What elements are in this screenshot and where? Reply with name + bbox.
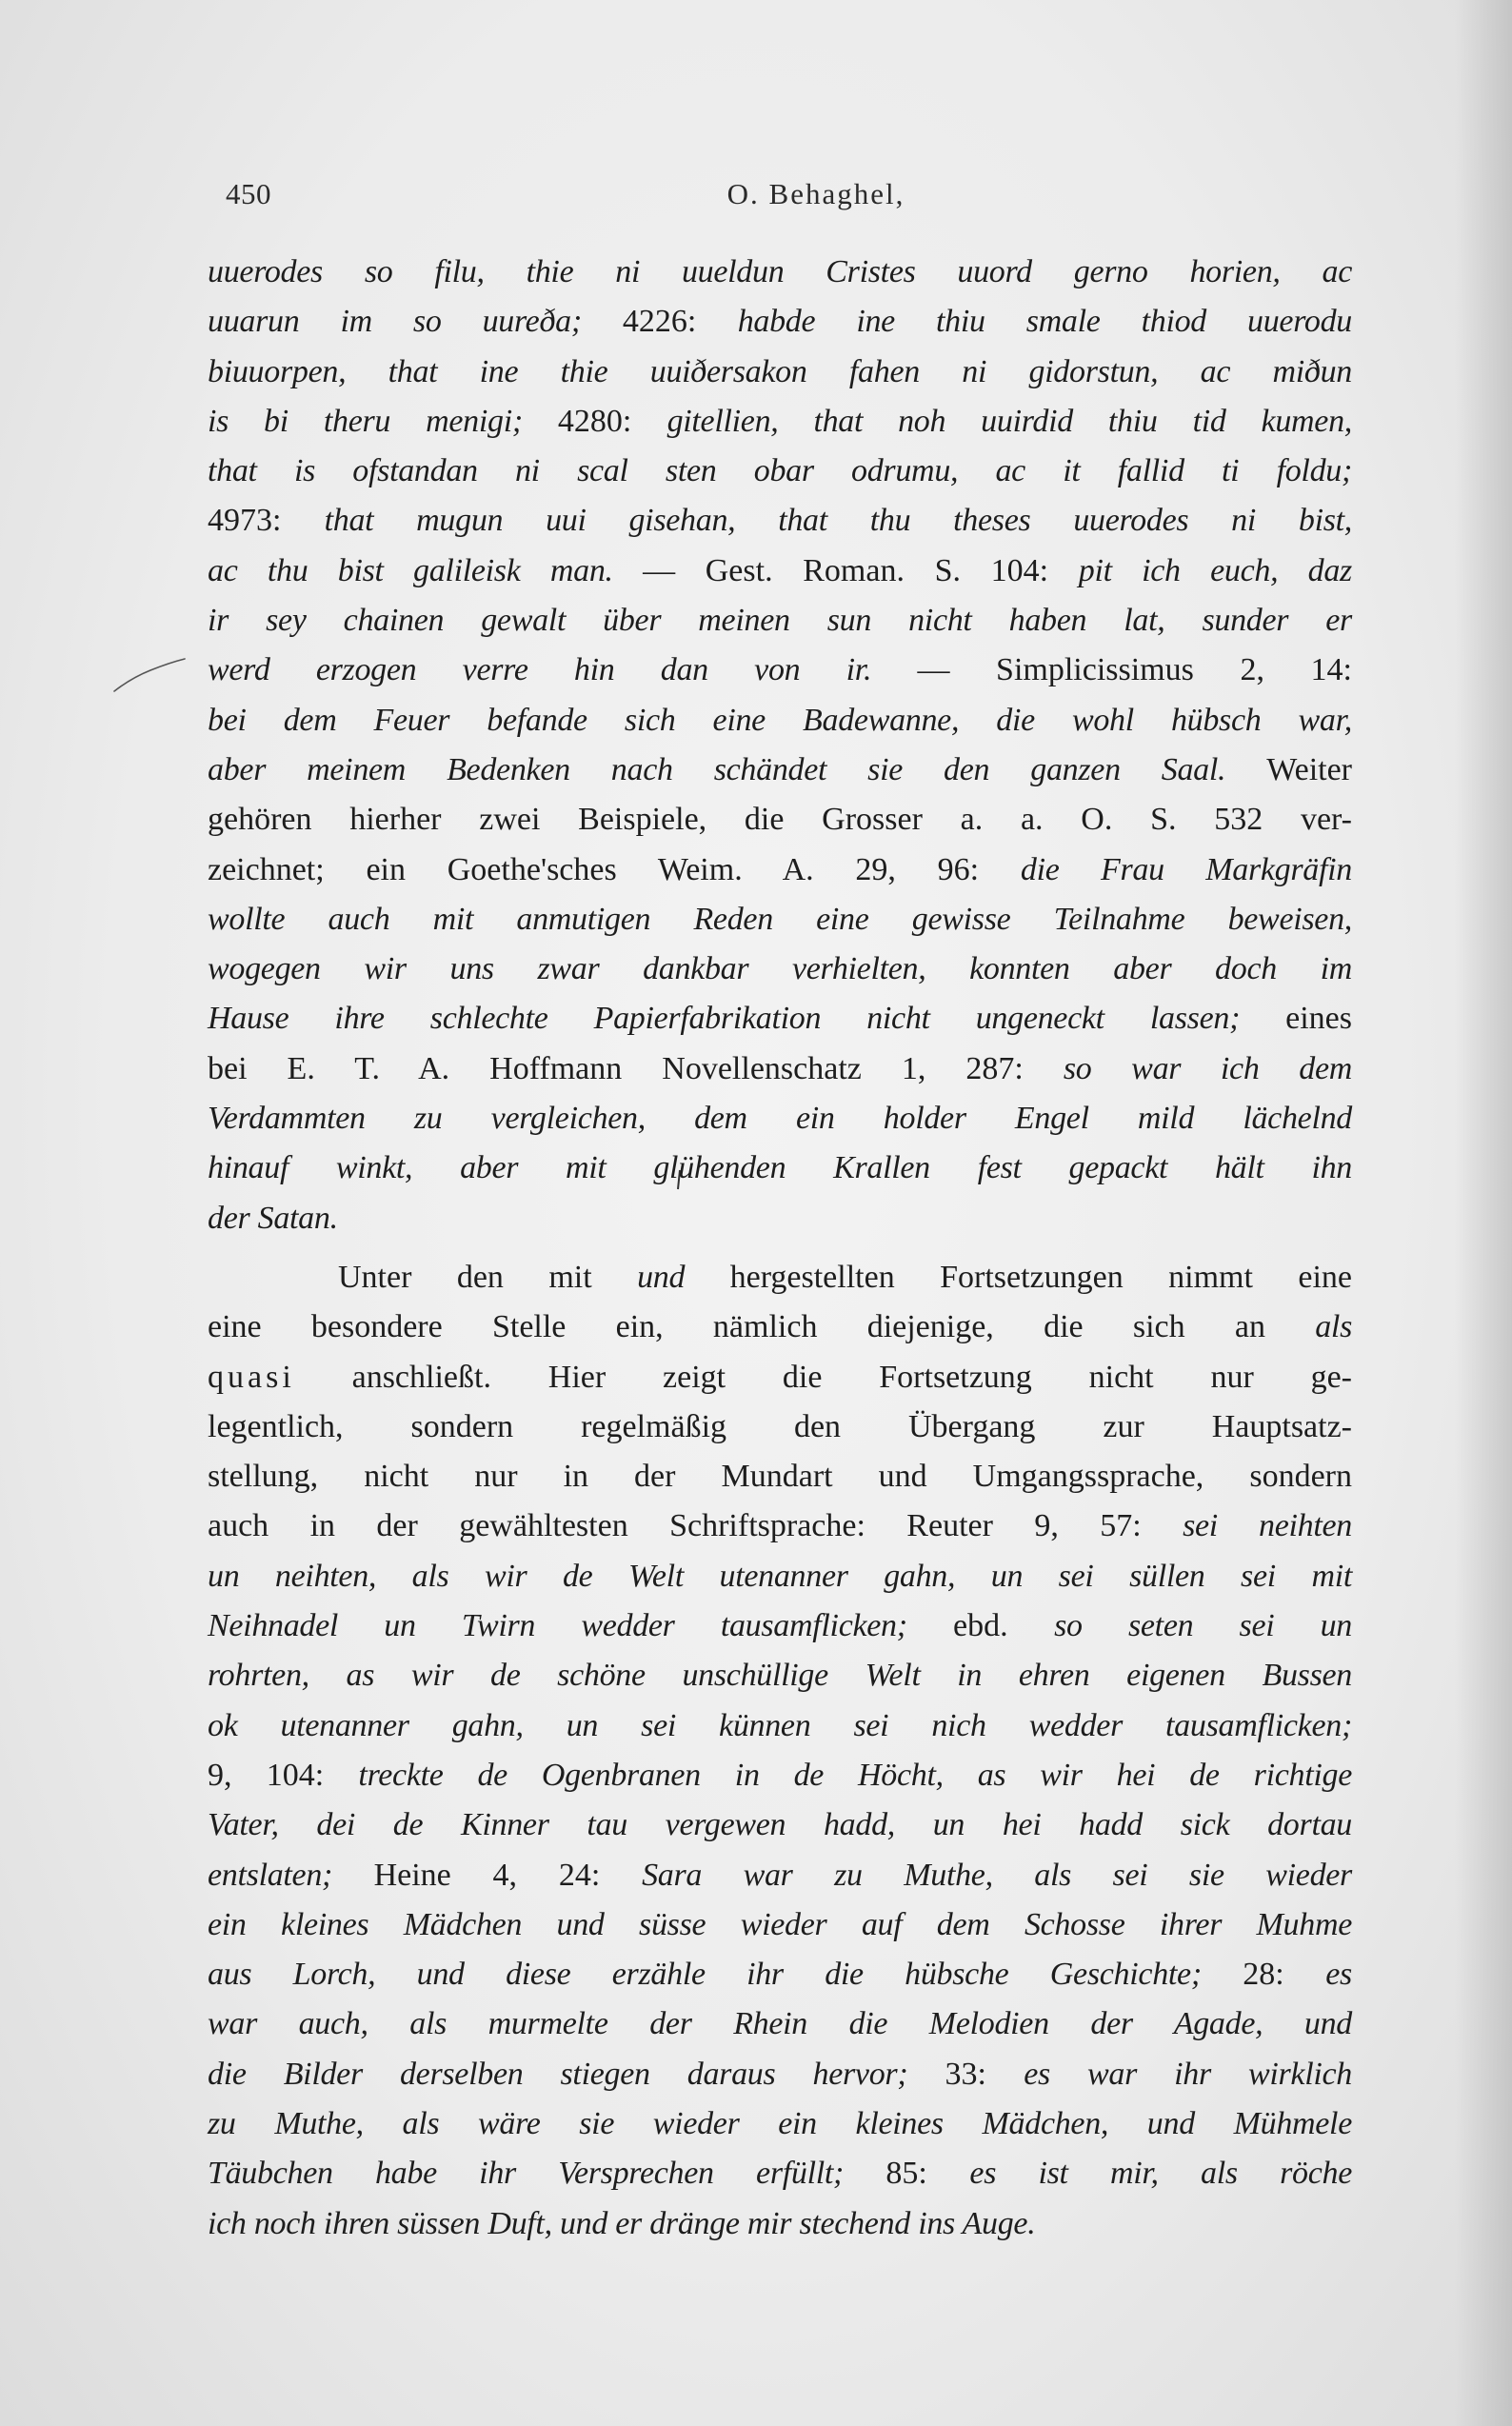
italic-quotation: ich noch ihren süssen Duft, und er dränge mir stechend ins Auge. <box>208 2205 1036 2241</box>
text-line <box>208 795 1352 845</box>
text-line <box>208 1701 1352 1751</box>
text-line <box>208 1452 1352 1501</box>
roman-text: 28: <box>1243 1957 1326 1993</box>
italic-quotation: biuuorpen, that ine thie uuiðersakon fahen ni gidorstun, ac miðun <box>208 353 1352 389</box>
text-line <box>208 1999 1352 2049</box>
text-line <box>208 2099 1352 2149</box>
text-line <box>208 397 1352 447</box>
italic-quotation: ir sey chainen gewalt über meinen sun nicht haben lat, sunder er <box>208 603 1352 639</box>
text-line <box>208 1800 1352 1850</box>
roman-text: — Simplicissimus 2, 14: <box>917 652 1352 688</box>
roman-text: zeichnet; ein Goethe'sches Weim. A. 29, 96: <box>208 851 1021 887</box>
text-line <box>208 2199 1352 2249</box>
text-line <box>208 1253 1352 1302</box>
page-number: 450 <box>226 177 271 210</box>
text-line <box>208 2149 1352 2198</box>
roman-text: stellung, nicht nur in der Mundart und Umgangssprache, sondern <box>208 1459 1352 1495</box>
text-line <box>208 1044 1352 1094</box>
text-line <box>208 496 1352 546</box>
text-line <box>208 845 1352 895</box>
italic-quotation: der Satan. <box>208 1200 338 1236</box>
italic-quotation: wogegen wir uns zwar dankbar verhielten, konnten aber doch im <box>208 951 1352 987</box>
text-line <box>208 348 1352 397</box>
italic-quotation: is bi theru menigi; <box>208 403 558 439</box>
text-line <box>208 248 1352 297</box>
text-line <box>208 547 1352 596</box>
text-line <box>208 1950 1352 1999</box>
paragraph-1 <box>208 248 1352 1243</box>
roman-text: 4973: <box>208 503 325 539</box>
italic-quotation: un neihten, als wir de Welt utenanner gahn, un sei süllen sei mit <box>208 1558 1352 1594</box>
italic-quotation: es ist mir, als röche <box>969 2156 1353 2192</box>
running-head-author: O. Behaghel, <box>726 177 905 210</box>
text-line <box>208 1900 1352 1950</box>
text-line <box>208 895 1352 945</box>
italic-quotation: ok utenanner gahn, un sei künnen sei nich wedder tausamflicken; <box>208 1707 1352 1743</box>
italic-quotation: die Frau Markgräfin <box>1020 851 1352 887</box>
italic-quotation: Neihnadel un Twirn wedder tausamflicken; <box>208 1608 953 1644</box>
italic-quotation: that is ofstandan ni scal sten obar odrumu, ac it fallid ti foldu; <box>208 453 1352 489</box>
italic-quotation: so war ich dem <box>1063 1050 1352 1086</box>
text-line <box>208 1094 1352 1143</box>
italic-quotation: ein kleines Mädchen und süsse wieder auf dem Schosse ihrer Muhme <box>208 1906 1352 1942</box>
text-line <box>208 297 1352 347</box>
italic-quotation: hinauf winkt, aber mit glühenden Krallen fest gepackt hält ihn <box>208 1150 1352 1186</box>
text-line <box>208 945 1352 994</box>
italic-quotation: gitellien, that noh uuirdid thiu tid kumen, <box>666 403 1352 439</box>
italic-quotation: es <box>1325 1957 1352 1993</box>
text-line <box>208 1651 1352 1700</box>
roman-text: eine besondere Stelle ein, nämlich diejenige, die sich an <box>208 1309 1316 1345</box>
roman-text: — Gest. Roman. S. 104: <box>643 552 1079 588</box>
italic-quotation: pit ich euch, daz <box>1078 552 1352 588</box>
text-line <box>208 646 1352 695</box>
roman-text: quasi <box>208 1359 295 1395</box>
text-line <box>208 1194 1352 1243</box>
paragraph-2 <box>208 1253 1352 2249</box>
italic-quotation: Sara war zu Muthe, als sei sie wieder <box>642 1857 1352 1893</box>
text-line <box>208 1751 1352 1800</box>
italic-quotation: so seten sei un <box>1054 1608 1352 1644</box>
italic-quotation: die Bilder derselben stiegen daraus hervor; <box>208 2056 945 2092</box>
roman-text: gehören hierher zwei Beispiele, die Grosser a. a. O. S. 532 ver- <box>208 802 1352 838</box>
italic-quotation: aber meinem Bedenken nach schändet sie den ganzen Saal. <box>208 751 1267 787</box>
italic-quotation: Hause ihre schlechte Papierfabrikation nicht ungeneckt lassen; <box>208 1001 1286 1037</box>
roman-text: Heine 4, 24: <box>373 1857 643 1893</box>
text-line <box>208 994 1352 1044</box>
italic-quotation: wollte auch mit anmutigen Reden eine gewisse Teilnahme beweisen, <box>208 901 1352 937</box>
italic-quotation: entslaten; <box>208 1857 374 1893</box>
italic-quotation: uuerodes so filu, thie ni uueldun Cristes uuord gerno horien, ac <box>208 254 1352 289</box>
text-line <box>208 1552 1352 1601</box>
italic-quotation: treckte de Ogenbranen in de Höcht, as wir hei de richtige <box>358 1757 1353 1793</box>
italic-quotation: ac thu bist galileisk man. <box>208 552 644 588</box>
text-line <box>208 1601 1352 1651</box>
italic-quotation: als <box>1315 1309 1352 1345</box>
italic-quotation: that mugun uui gisehan, that thu theses uuerodes ni bist, <box>324 503 1352 539</box>
italic-quotation: uuarun im so uureða; <box>208 304 623 340</box>
roman-text: 4280: <box>557 403 667 439</box>
text-line <box>208 1302 1352 1352</box>
text-line <box>208 746 1352 795</box>
italic-quotation: aus Lorch, und diese erzähle ihr die hübsche Geschichte; <box>208 1957 1243 1993</box>
roman-text: 9, 104: <box>208 1757 359 1793</box>
roman-text: Unter den mit <box>338 1259 638 1295</box>
italic-quotation: rohrten, as wir de schöne unschüllige Welt in ehren eigenen Bussen <box>208 1658 1352 1694</box>
text-line <box>208 1501 1352 1551</box>
text-line <box>208 696 1352 746</box>
italic-quotation: es war ihr wirklich <box>1024 2056 1352 2092</box>
body-text <box>208 248 1352 2249</box>
roman-text: legentlich, sondern regelmäßig den Übergang zur Hauptsatz- <box>208 1408 1352 1444</box>
italic-quotation: zu Muthe, als wäre sie wieder ein kleines Mädchen, und Mühmele <box>208 2105 1352 2141</box>
text-line <box>208 1353 1352 1402</box>
text-line <box>208 447 1352 496</box>
roman-text: 33: <box>945 2056 1025 2092</box>
italic-quotation: werd erzogen verre hin dan von ir. <box>208 652 918 688</box>
roman-text: anschließt. Hier zeigt die Fortsetzung nicht nur ge- <box>294 1359 1352 1395</box>
text-line <box>208 1402 1352 1452</box>
roman-text: bei E. T. A. Hoffmann Novellenschatz 1, 287: <box>208 1050 1064 1086</box>
roman-text: 85: <box>885 2156 970 2192</box>
italic-quotation: Verdammten zu vergleichen, dem ein holder Engel mild lächelnd <box>208 1101 1352 1137</box>
roman-text: Weiter <box>1266 751 1352 787</box>
roman-text: eines <box>1285 1001 1352 1037</box>
roman-text: 4226: <box>622 304 738 340</box>
italic-quotation: war auch, als murmelte der Rhein die Melodien der Agade, und <box>208 2006 1352 2042</box>
text-line <box>208 1143 1352 1193</box>
running-head <box>226 177 1349 215</box>
italic-quotation: und <box>637 1259 686 1295</box>
roman-text: auch in der gewähltesten Schriftsprache: Reuter 9, 57: <box>208 1508 1184 1544</box>
italic-quotation: bei dem Feuer befande sich eine Badewanne, die wohl hübsch war, <box>208 702 1352 738</box>
roman-text: hergestellten Fortsetzungen nimmt eine <box>685 1259 1352 1295</box>
text-line <box>208 596 1352 646</box>
italic-quotation: sei neihten <box>1183 1508 1352 1544</box>
italic-quotation: habde ine thiu smale thiod uuerodu <box>737 304 1352 340</box>
italic-quotation: Vater, dei de Kinner tau vergewen hadd, un hei hadd sick dortau <box>208 1807 1352 1843</box>
roman-text: ebd. <box>953 1608 1055 1644</box>
text-line <box>208 1851 1352 1900</box>
text-line <box>208 2050 1352 2099</box>
italic-quotation: Täubchen habe ihr Versprechen erfüllt; <box>208 2156 886 2192</box>
margin-pencil-mark <box>112 657 189 695</box>
